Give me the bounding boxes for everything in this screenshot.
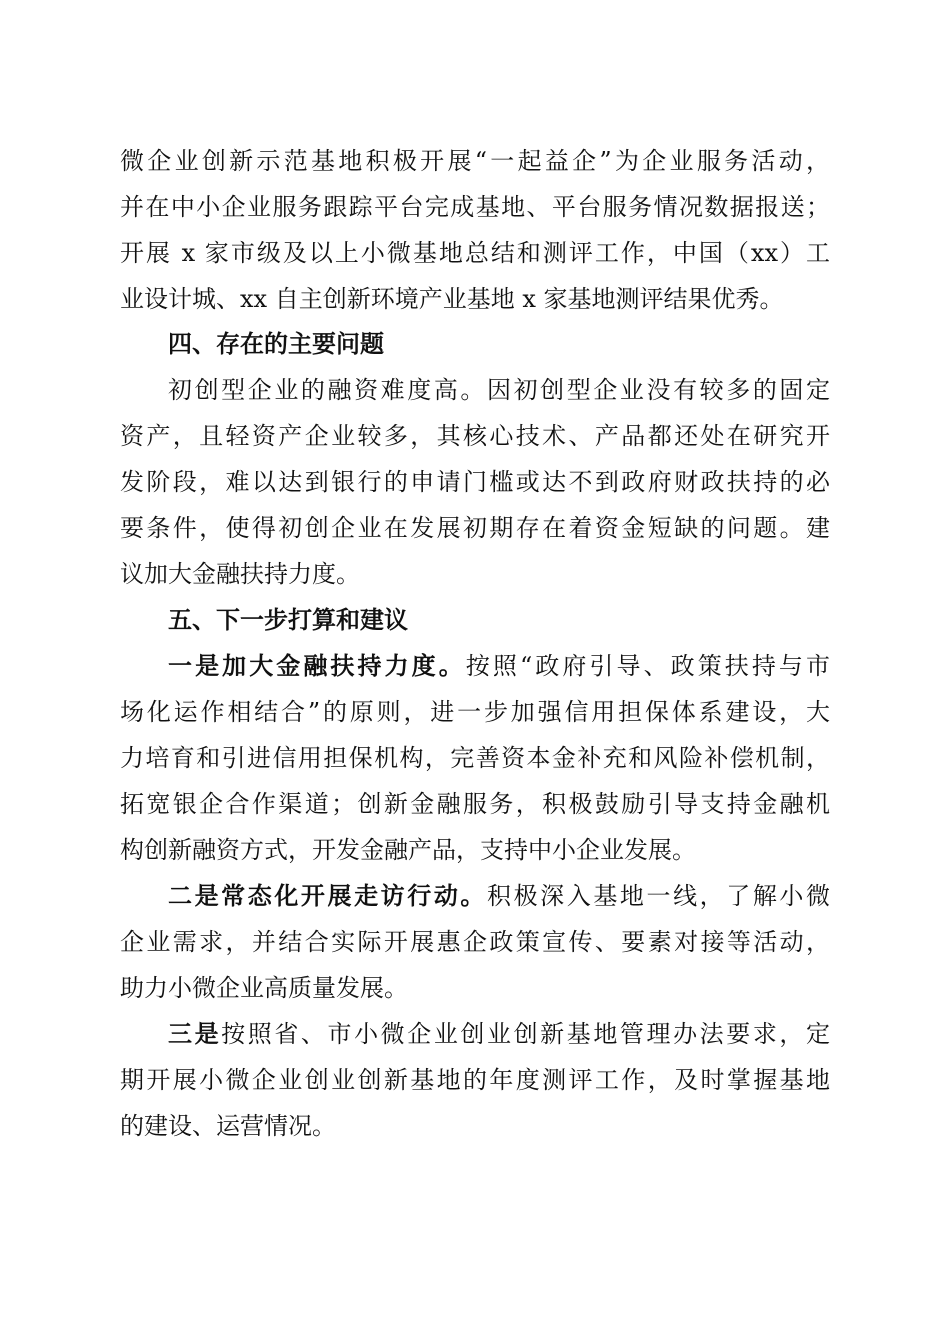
paragraph-line: 并在中小企业服务跟踪平台完成基地、平台服务情况数据报送；	[120, 193, 830, 221]
paragraph-line: 微企业创新示范基地积极开展“一起益企”为企业服务活动，	[120, 147, 830, 175]
paragraph-line: 拓宽银企合作渠道；创新金融服务，积极鼓励引导支持金融机	[120, 790, 830, 818]
item-text: 按照“政府引导、政策扶持与市	[465, 652, 830, 680]
paragraph-line: 资产，且轻资产企业较多，其核心技术、产品都还处在研究开	[120, 422, 830, 450]
paragraph-line: 力培育和引进信用担保机构，完善资本金补充和风险补偿机制，	[120, 744, 830, 772]
paragraph-line: 初创型企业的融资难度高。因初创型企业没有较多的固定	[168, 376, 830, 404]
paragraph-line: 的建设、运营情况。	[120, 1112, 336, 1140]
paragraph-line: 构创新融资方式，开发金融产品，支持中小企业发展。	[120, 836, 696, 864]
item-text: 积极深入基地一线，了解小微	[487, 882, 830, 910]
paragraph-line: 助力小微企业高质量发展。	[120, 974, 408, 1002]
item-lead-2: 二是常态化开展走访行动。	[168, 882, 487, 910]
paragraph-line: 发阶段，难以达到银行的申请门槛或达不到政府财政扶持的必	[120, 468, 830, 496]
paragraph-first-line	[168, 874, 830, 918]
paragraph-line: 企业需求，并结合实际开展惠企政策宣传、要素对接等活动，	[120, 928, 830, 956]
paragraph-line: 要条件，使得初创企业在发展初期存在着资金短缺的问题。建	[120, 514, 830, 542]
item-lead-1: 一是加大金融扶持力度。	[168, 652, 466, 680]
paragraph-line: 期开展小微企业创业创新基地的年度测评工作，及时掌握基地	[120, 1066, 830, 1094]
paragraph-line: 议加大金融扶持力度。	[120, 560, 360, 588]
paragraph-line: 业设计城、xx 自主创新环境产业基地 x 家基地测评结果优秀。	[120, 285, 784, 313]
paragraph-first-line	[168, 644, 830, 688]
paragraph-line: 开展 x 家市级及以上小微基地总结和测评工作，中国（xx）工	[120, 239, 830, 267]
paragraph-first-line	[168, 1012, 830, 1056]
item-lead-3: 三是	[168, 1020, 222, 1048]
section-heading-5: 五、下一步打算和建议	[168, 606, 408, 634]
item-text: 按照省、市小微企业创业创新基地管理办法要求，定	[221, 1020, 830, 1048]
section-heading-4: 四、存在的主要问题	[168, 330, 384, 358]
paragraph-line: 场化运作相结合”的原则，进一步加强信用担保体系建设，大	[120, 698, 830, 726]
